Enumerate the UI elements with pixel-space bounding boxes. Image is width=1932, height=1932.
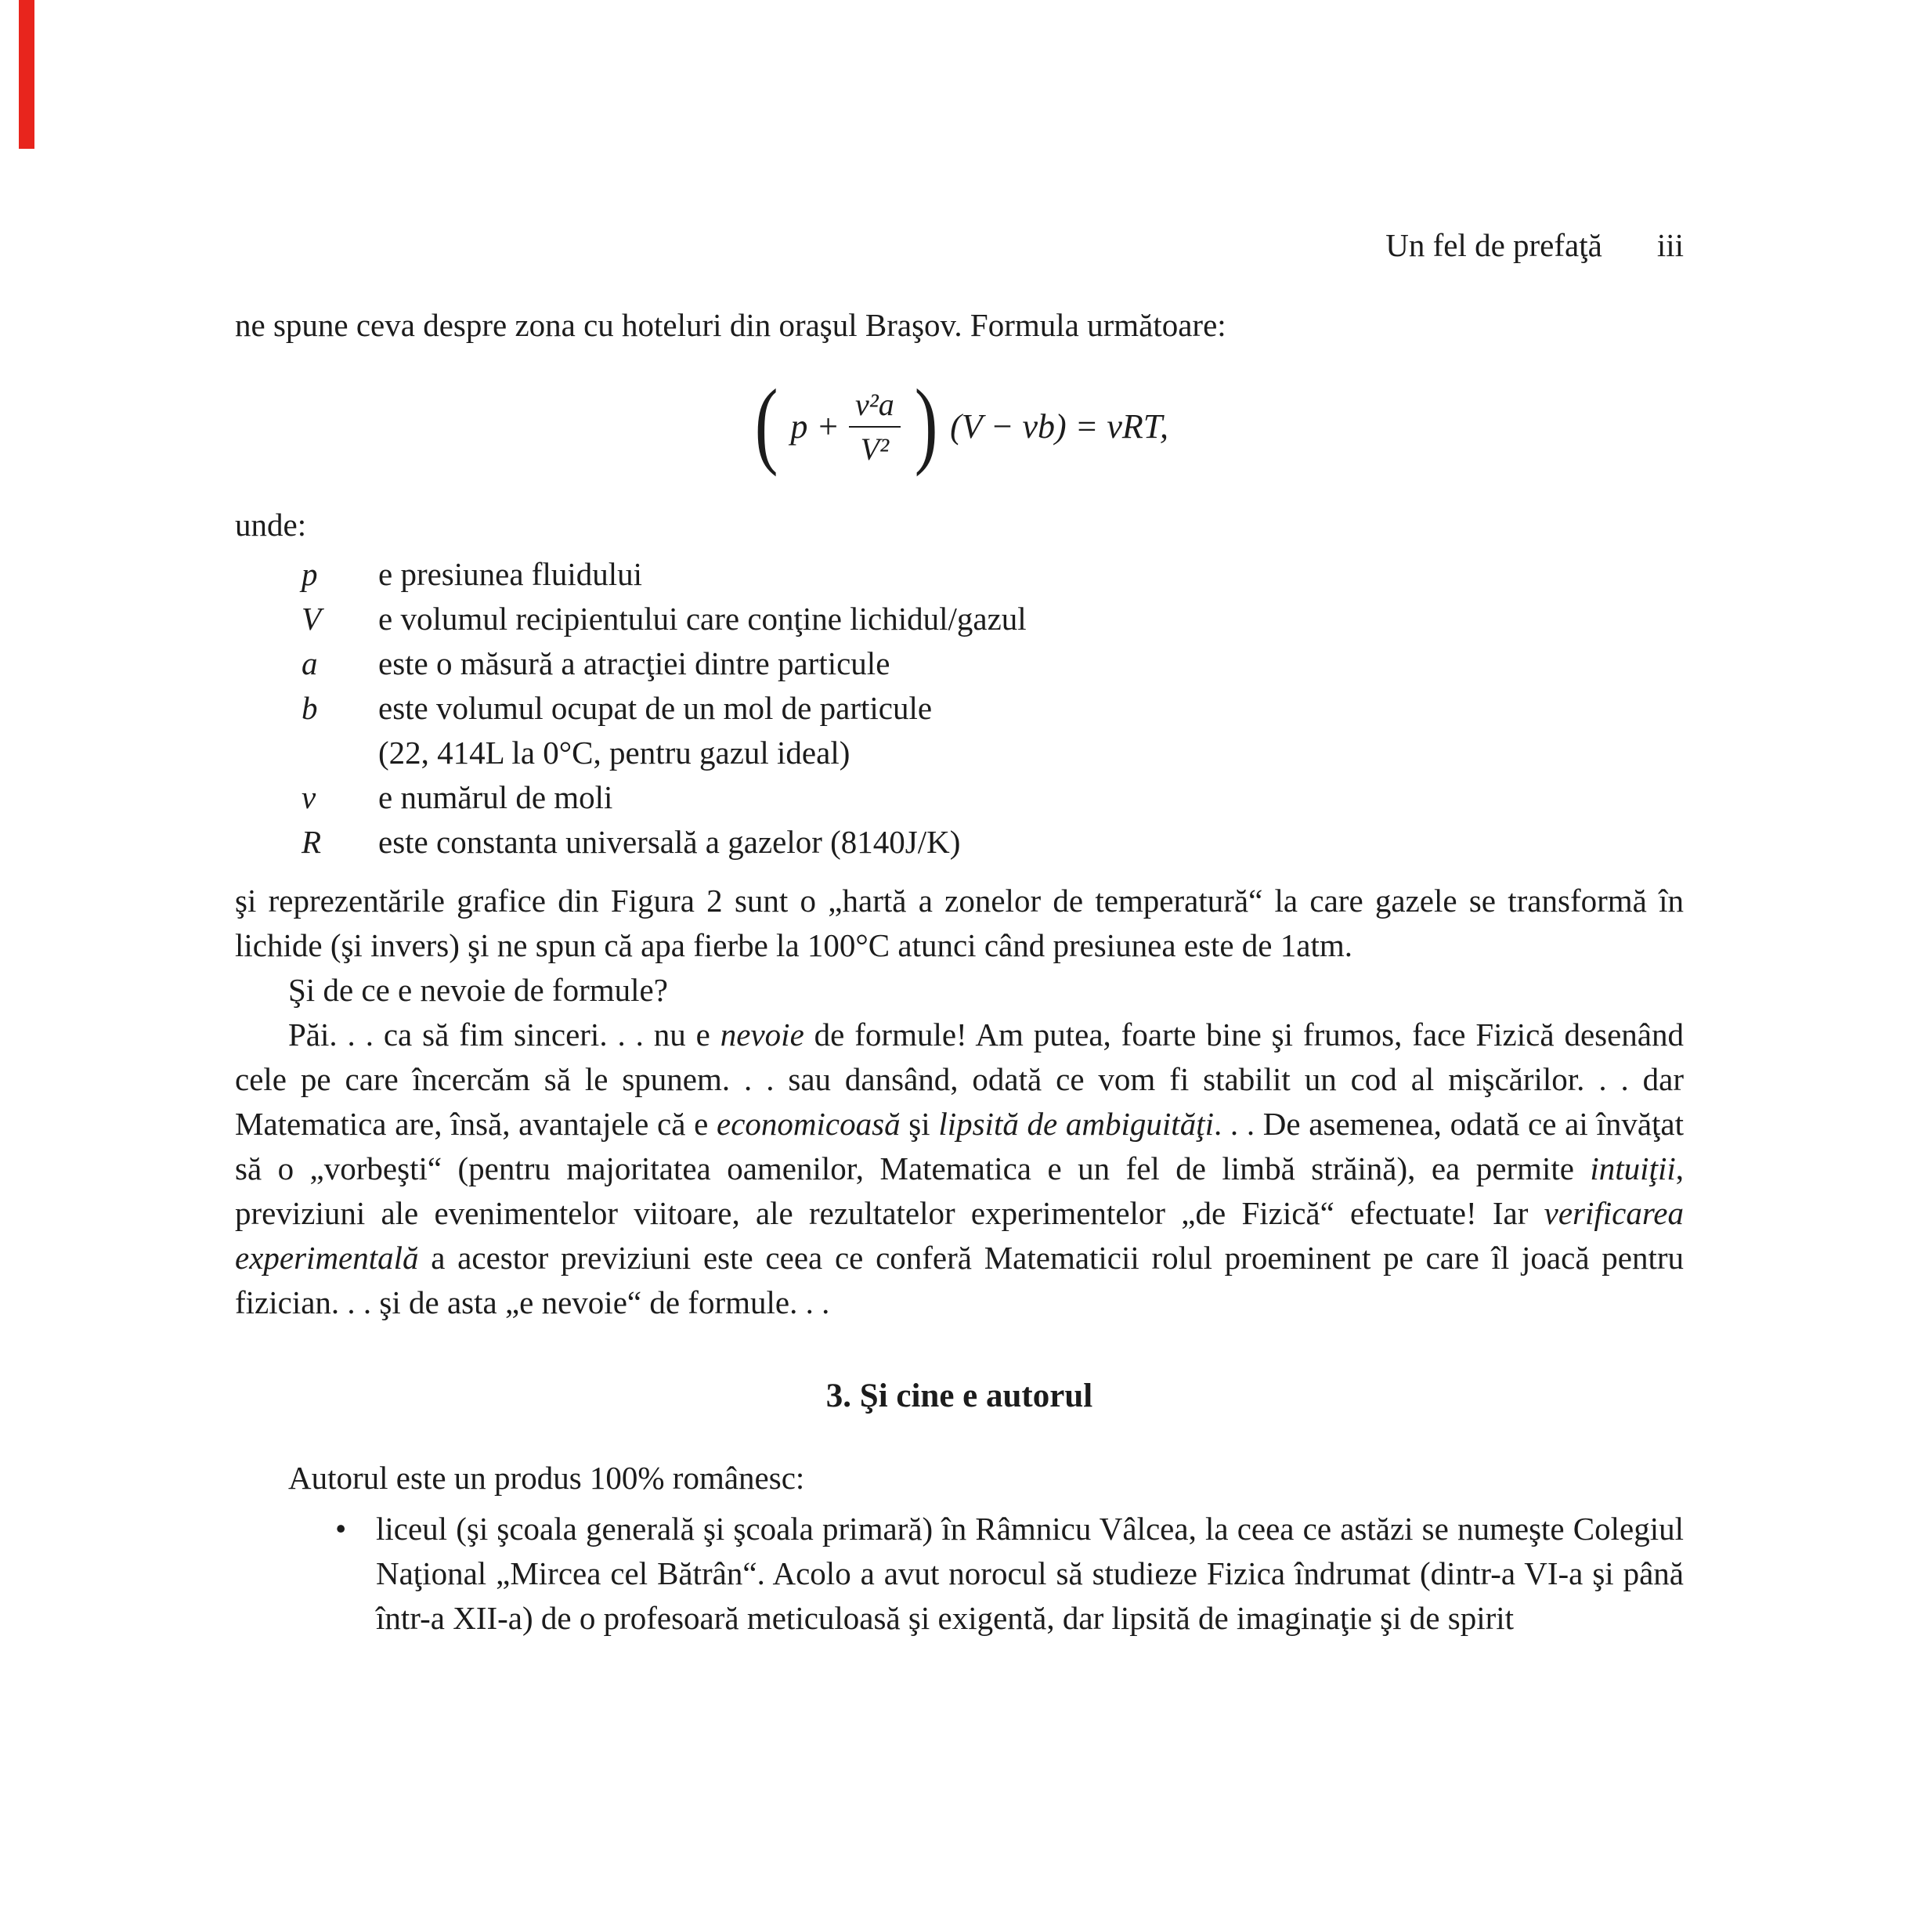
definition-symbol: a: [302, 645, 318, 681]
emphasized-text: nevoie: [720, 1017, 804, 1053]
text-segment: a acestor previziuni este ceea ce conferă Matematicii rolul proeminent pe care îl joacă pentru fizician. . . şi de asta „e nevoie“ de formule. . .: [235, 1240, 1684, 1320]
definition-row: [302, 775, 1684, 820]
list-item-text: liceul (şi şcoala generală şi şcoala primară) în Râmnicu Vâlcea, la ceea ce astăzi se numeşte Colegiul Naţional „Mircea cel Bătrân“. Acolo a avut norocul să studieze Fizica îndrumat (dintr-a VI-a şi până într-a XII-a) de o profesoară meticuloasă şi exigentă, dar lipsită de imaginaţie şi de spirit: [376, 1511, 1684, 1636]
header-title: Un fel de prefaţă: [1385, 227, 1602, 263]
text-segment: . . . De asemenea, odată ce ai învăţat să o „vorbeşti“ (pentru majoritatea oamenilor, Matematica e un fel de limbă străină), ea permite: [235, 1106, 1684, 1186]
running-header: [235, 223, 1684, 268]
definition-symbol: b: [302, 690, 318, 726]
definition-description: [378, 686, 1684, 775]
definition-description: este constanta universală a gazelor (8140J/K): [378, 824, 961, 860]
figura-paragraph: şi reprezentările grafice din Figura 2 sunt o „hartă a zonelor de temperatură“ la care gazele se transformă în lichide (şi invers) şi ne spun că apa fierbe la 100°C atunci când presiunea este de 1atm.: [235, 883, 1684, 963]
list-item: [235, 1507, 1684, 1641]
definition-row: [302, 686, 1684, 775]
intro-paragraph: ne spune ceva despre zona cu hoteluri din oraşul Braşov. Formula următoare:: [235, 307, 1226, 343]
formula-fraction: [849, 386, 901, 468]
autor-intro-paragraph: Autorul este un produs 100% românesc:: [288, 1460, 805, 1496]
definition-description: e numărul de moli: [378, 779, 613, 815]
text-segment: de formule! Am putea, foarte bine şi frumos, face Fizică desenând cele pe care încercăm să le spunem. . . sau dansând, odată ce vom fi stabilit un cod al mişcărilor. . . dar Matematica are, însă, avantajele că e: [235, 1017, 1684, 1142]
definition-description: este o măsură a atracţiei dintre particule: [378, 645, 890, 681]
fraction-numerator: ν²a: [849, 386, 901, 428]
definition-symbol: ν: [302, 779, 316, 815]
formula-lhs: p +: [790, 407, 840, 446]
definition-description-line: este volumul ocupat de un mol de particule: [378, 690, 933, 726]
unde-label: unde:: [235, 507, 307, 543]
emphasized-text: verificarea experimentală: [235, 1195, 1684, 1276]
section-heading: 3. Şi cine e autorul: [825, 1378, 1093, 1414]
definition-description: e presiunea fluidului: [378, 556, 643, 592]
bullet-icon: •: [335, 1511, 347, 1547]
question-paragraph: Şi de ce e nevoie de formule?: [288, 972, 668, 1008]
definition-symbol: R: [302, 824, 322, 860]
text-segment: , previziuni ale evenimentelor viitoare, ale rezultatelor experimentelor „de Fizică“ efectuate! Iar: [235, 1150, 1684, 1231]
red-edge-marker: [19, 0, 34, 149]
emphasized-text: economicoasă: [717, 1106, 901, 1142]
formula-open-paren: (: [754, 370, 778, 477]
text-segment: şi: [900, 1106, 939, 1142]
definition-row: [302, 820, 1684, 865]
definition-symbol: p: [302, 556, 318, 592]
van-der-waals-formula: [750, 370, 1168, 477]
fraction-denominator: V²: [860, 432, 890, 467]
emphasized-text: lipsită de ambiguităţi: [938, 1106, 1214, 1142]
definition-description: e volumul recipientului care conţine lichidul/gazul: [378, 601, 1027, 637]
definition-row: [302, 552, 1684, 597]
page-content: [235, 223, 1684, 1641]
definition-symbol: V: [302, 601, 322, 637]
formula-close-paren: ): [914, 370, 938, 477]
definition-row: [302, 641, 1684, 686]
definition-row: [302, 597, 1684, 641]
page-number: iii: [1656, 227, 1684, 263]
definition-description-line: (22, 414L la 0°C, pentru gazul ideal): [378, 735, 850, 771]
formula-rhs: (V − νb) = νRT,: [950, 407, 1168, 446]
pai-paragraph: [235, 1013, 1684, 1325]
formula-block: [235, 368, 1684, 486]
definition-list: [302, 552, 1684, 865]
emphasized-text: intuiţii: [1590, 1150, 1676, 1186]
text-segment: Păi. . . ca să fim sinceri. . . nu e: [288, 1017, 720, 1053]
